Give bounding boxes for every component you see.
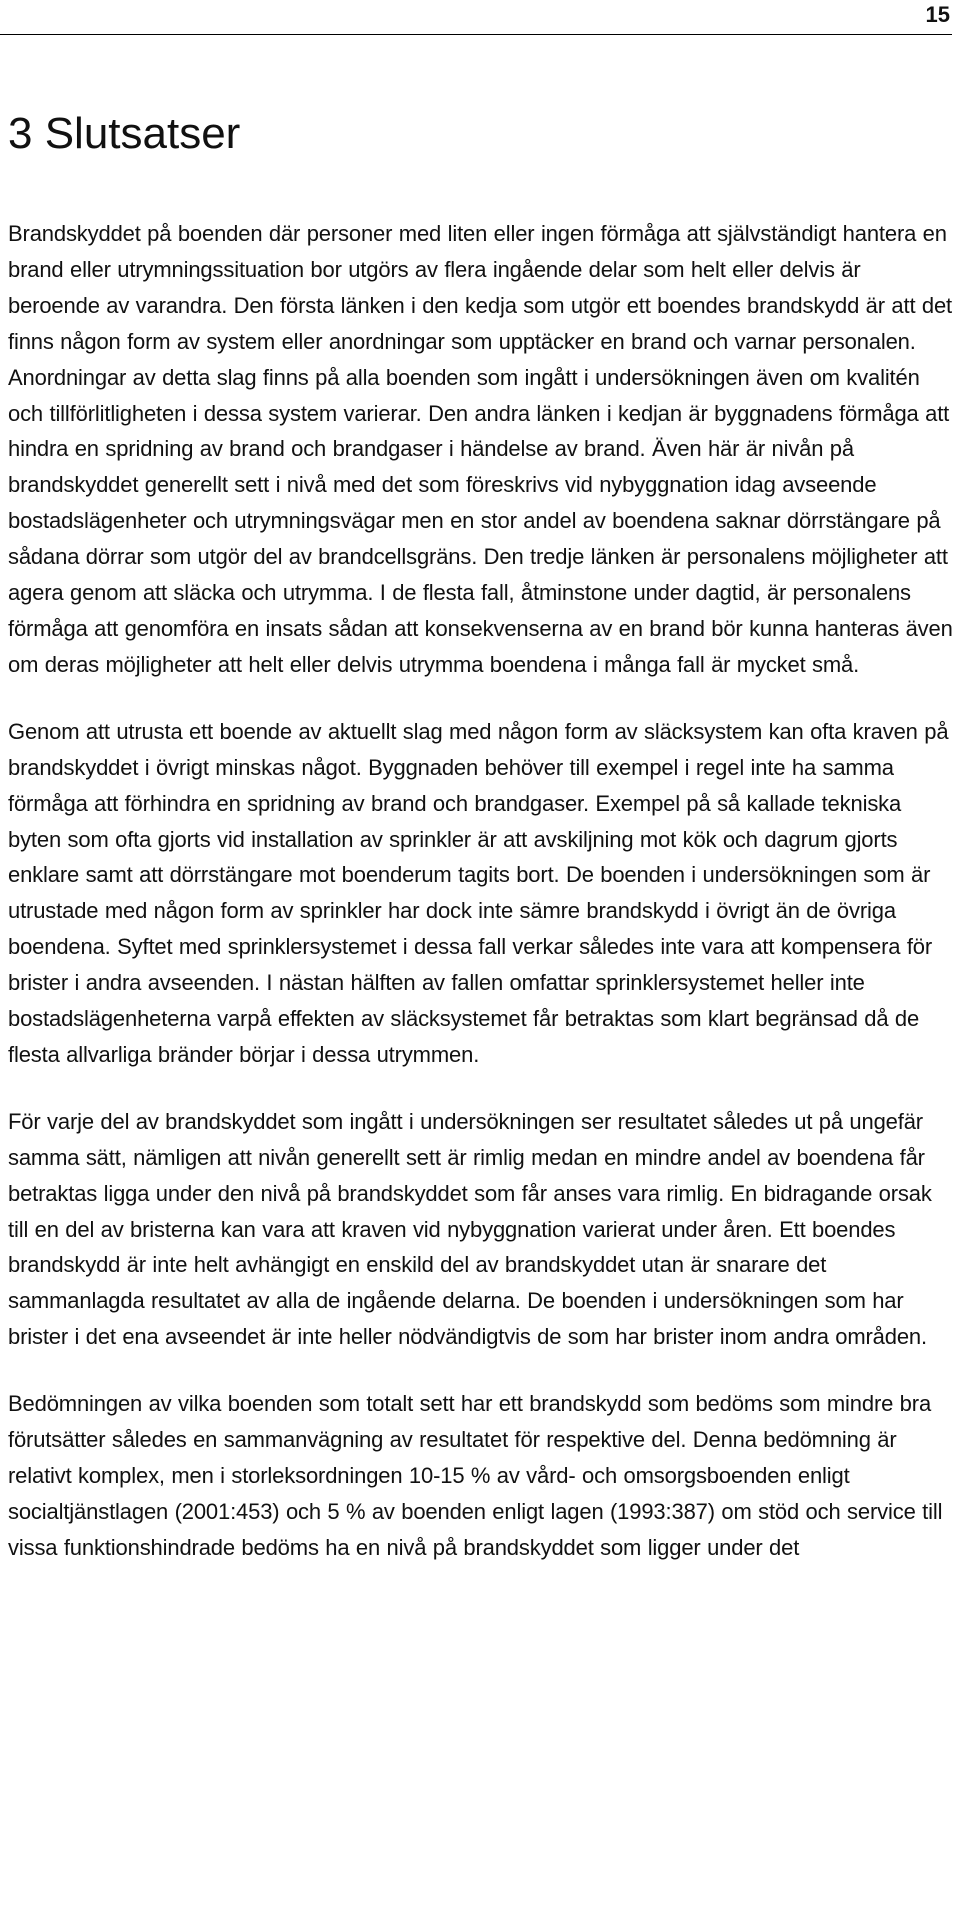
chapter-title: 3 Slutsatser [8,109,241,158]
page-content [8,106,954,1566]
page-header [0,0,960,36]
body-paragraph-4: Bedömningen av vilka boenden som totalt sett har ett brandskydd som bedöms som mindre bra förutsätter således en sammanvägning av resultatet för respektive del. Denna bedömning är relativt komplex, men i storleksordningen 10-15 % av vård- och omsorgsboenden enligt socialtjänstlagen (2001:453) och 5 % av boenden enligt lagen (1993:387) om stöd och service till vissa funktionshindrade bedöms ha en nivå på brandskyddet som ligger under det [8,1391,943,1560]
page-number: 15 [925,2,950,27]
body-paragraph-1: Brandskyddet på boenden där personer med liten eller ingen förmåga att självständigt hantera en brand eller utrymningssituation bor utgörs av flera ingående delar som helt eller delvis är beroende av varandra. Den första länken i den kedja som utgör ett boendes brandskydd är att det finns någon form av system eller anordningar som upptäcker en brand och varnar personalen. Anordningar av detta slag finns på alla boenden som ingått i undersökningen även om kvalitén och tillförlitligheten i dessa system varierar. Den andra länken i kedjan är byggnadens förmåga att hindra en spridning av brand och brandgaser i händelse av brand. Även här är nivån på brandskyddet generellt sett i nivå med det som föreskrivs vid nybyggnation idag avseende bostadslägenheter och utrymningsvägar men en stor andel av boendena saknar dörrstängare på sådana dörrar som utgör del av brandcellsgräns. Den tredje länken är personalens möjligheter att agera genom att släcka och utrymma. I de flesta fall, åtminstone under dagtid, är personalens förmåga att genomföra en insats sådan att konsekvenserna av en brand bör kunna hanteras även om deras möjligheter att helt eller delvis utrymma boendena i många fall är mycket små. [8,221,953,677]
body-paragraph-2: Genom att utrusta ett boende av aktuellt slag med någon form av släcksystem kan ofta kraven på brandskyddet i övrigt minskas något. Byggnaden behöver till exempel i regel inte ha samma förmåga att förhindra en spridning av brand och brandgaser. Exempel på så kallade tekniska byten som ofta gjorts vid installation av sprinkler är att avskiljning mot kök och dagrum gjorts enklare samt att dörrstängare mot boenderum tagits bort. De boenden i undersökningen som är utrustade med någon form av sprinkler har dock inte sämre brandskydd i övrigt än de övriga boendena. Syftet med sprinklersystemet i dessa fall verkar således inte vara att kompensera för brister i andra avseenden. I nästan hälften av fallen omfattar sprinklersystemet heller inte bostadslägenheterna varpå effekten av släcksystemet får betraktas som klart begränsad då de flesta allvarliga bränder börjar i dessa utrymmen. [8,718,949,1067]
header-divider [0,34,952,35]
body-paragraph-3: För varje del av brandskyddet som ingått i undersökningen ser resultatet således ut på ungefär samma sätt, nämligen att nivån generellt sett är rimlig medan en mindre andel av boendena får betraktas ligga under den nivå på brandskyddet som får anses vara rimlig. En bidragande orsak till en del av bristerna kan vara att kraven vid nybyggnation varierat under åren. Ett boendes brandskydd är inte helt avhängigt en enskild del av brandskyddet utan är snarare det sammanlagda resultatet av alla de ingående delarna. De boenden i undersökningen som har brister i det ena avseendet är inte heller nödvändigtvis de som har brister inom andra områden. [8,1108,932,1350]
